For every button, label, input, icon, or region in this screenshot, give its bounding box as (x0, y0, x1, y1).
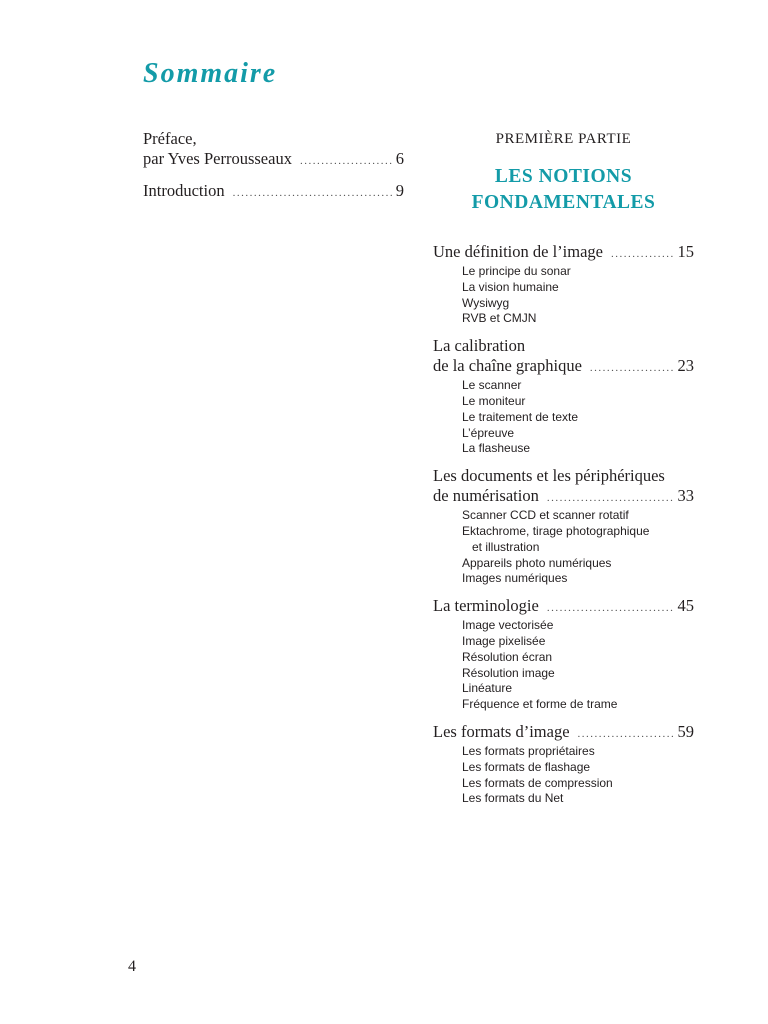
subsection-item: Les formats de compression (462, 775, 613, 790)
chapter-title-line: Les documents et les périphériques (433, 466, 665, 486)
subsection-item: Le moniteur (462, 393, 526, 408)
toc-page-number: 9 (395, 181, 404, 200)
chapter-title: Une définition de l’image (433, 242, 603, 261)
toc-page-number: 6 (395, 149, 404, 168)
toc-entry-leader-line (143, 181, 404, 203)
subsection-item: Ektachrome, tirage photographique (462, 523, 650, 538)
subsection-item: Résolution écran (462, 649, 553, 664)
subsection-item: Le scanner (462, 378, 522, 393)
subsection-item: Le traitement de texte (462, 409, 579, 424)
chapter-entry (433, 596, 694, 713)
part-title-line: LES NOTIONS (494, 166, 633, 187)
toc-entry-leader-line (433, 356, 694, 378)
part-title (433, 164, 694, 216)
subsection-item: Résolution image (462, 665, 555, 680)
toc-entry-line: Préface, (143, 129, 197, 148)
subsection-item: Image pixelisée (462, 633, 546, 648)
subsection-item: Les formats du Net (462, 791, 564, 806)
chapter-title: La terminologie (433, 596, 539, 616)
subsection-item: Les formats propriétaires (462, 743, 595, 758)
chapter-title: de la chaîne graphique (433, 356, 582, 376)
page-title: Sommaire (143, 58, 278, 89)
subsection-item: L’épreuve (462, 425, 515, 440)
subsection-item: La flasheuse (462, 441, 531, 456)
page-number: 4 (128, 958, 136, 975)
subsection-item: RVB et CMJN (462, 311, 537, 326)
chapter-title-line: La calibration (433, 336, 526, 356)
chapter-entry (433, 242, 694, 327)
part-title-line: FONDAMENTALES (471, 192, 656, 213)
chapter-entry (433, 466, 694, 587)
toc-entry-leader-line (143, 149, 404, 171)
toc-page-number: 33 (677, 486, 694, 506)
dot-leader (233, 183, 393, 203)
chapter-title: Les formats d’image (433, 721, 570, 741)
toc-entry-leader-line (433, 486, 694, 508)
toc-entry-leader-line (433, 596, 694, 618)
subsection-item: Scanner CCD et scanner rotatif (462, 508, 629, 523)
dot-leader (590, 358, 675, 378)
toc-entry-leader-line (433, 722, 694, 744)
toc-page-number: 15 (677, 242, 694, 261)
subsection-item: Les formats de flashage (462, 759, 591, 774)
chapter-entry (433, 722, 694, 807)
subsection-item: Fréquence et forme de trame (462, 697, 618, 712)
toc-entry-label: Introduction (143, 181, 225, 200)
dot-leader (300, 151, 393, 171)
front-matter-list (143, 129, 404, 213)
dot-leader (578, 724, 675, 744)
toc-page-number: 59 (677, 721, 694, 741)
subsection-item-continuation: et illustration (472, 539, 540, 554)
toc-entry-preface (143, 129, 404, 171)
toc-entry-leader-line (433, 242, 694, 264)
subsection-item: Le principe du sonar (462, 264, 571, 278)
part-one-column (433, 128, 694, 816)
subsection-item: Images numériques (462, 571, 568, 586)
chapter-list (433, 242, 694, 807)
toc-page-number: 45 (677, 596, 694, 616)
chapter-entry (433, 336, 694, 457)
toc-page-number: 23 (677, 356, 694, 376)
toc-entry-label: par Yves Perrousseaux (143, 149, 292, 168)
subsection-item: Wysiwyg (462, 295, 510, 310)
subsection-item: La vision humaine (462, 279, 559, 294)
dot-leader (547, 598, 675, 618)
subsection-item: Linéature (462, 681, 513, 696)
subsection-item: Image vectorisée (462, 618, 554, 633)
part-kicker: PREMIÈRE PARTIE (495, 131, 632, 147)
subsection-item: Appareils photo numériques (462, 555, 612, 570)
dot-leader (611, 244, 675, 264)
toc-entry-introduction (143, 181, 404, 203)
dot-leader (547, 488, 675, 508)
chapter-title: de numérisation (433, 486, 539, 506)
